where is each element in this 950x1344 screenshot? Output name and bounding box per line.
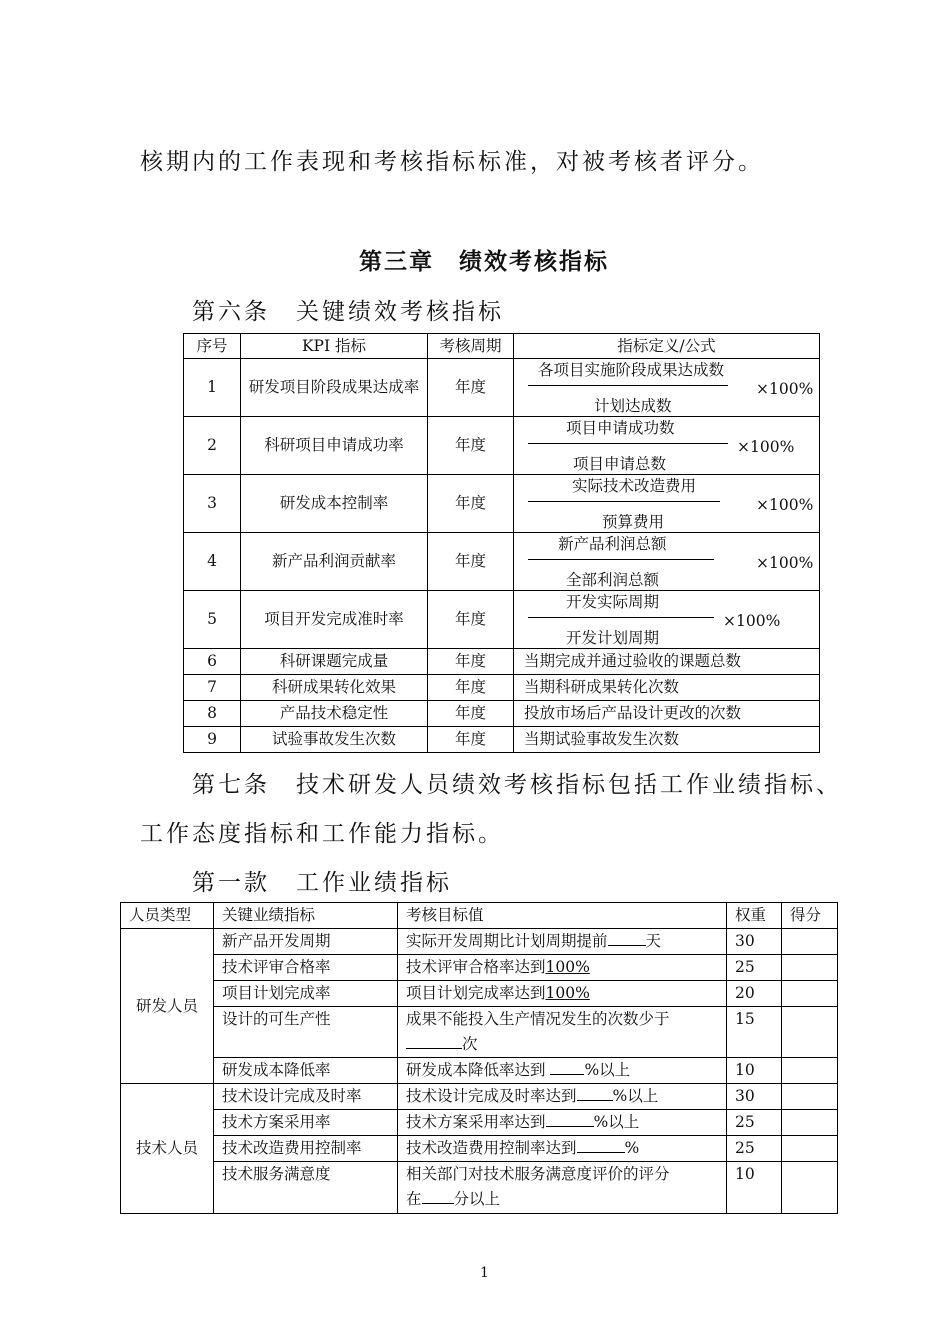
kpi-formula: [514, 417, 820, 475]
formula-denominator: 预算费用: [602, 512, 665, 531]
page-number: 1: [480, 1265, 489, 1281]
perf-score: [782, 1058, 838, 1084]
kpi-definition: 投放市场后产品设计更改的次数: [514, 701, 820, 727]
fraction-line: [528, 617, 714, 618]
perf-weight: 25: [727, 955, 782, 981]
fill-blank: [577, 1138, 625, 1153]
kpi-definition: 当期完成并通过验收的课题总数: [514, 649, 820, 675]
kpi-formula: [514, 475, 820, 533]
performance-table: [120, 902, 838, 1214]
perf-target: 项目计划完成率达到100%: [398, 981, 727, 1007]
perf-kpi: 技术服务满意度: [214, 1162, 398, 1214]
perf-weight: 20: [727, 981, 782, 1007]
kpi-name: 研发项目阶段成果达成率: [241, 359, 428, 417]
perf-kpi: 新产品开发周期: [214, 929, 398, 955]
kpi-no: 3: [184, 475, 241, 533]
kpi-formula: [514, 359, 820, 417]
perf-score: [782, 955, 838, 981]
kpi-no: 1: [184, 359, 241, 417]
formula-multiplier: ×100%: [756, 553, 814, 572]
kpi-name: 项目开发完成准时率: [241, 591, 428, 649]
perf-target: 技术评审合格率达到100%: [398, 955, 727, 981]
perf-kpi: 技术设计完成及时率: [214, 1084, 398, 1110]
formula-denominator: 计划达成数: [594, 396, 672, 415]
kpi-row-5: [184, 591, 820, 649]
perf-row: [121, 1162, 838, 1214]
perf-weight: 25: [727, 1136, 782, 1162]
fraction-line: [528, 559, 714, 560]
perf-weight: 15: [727, 1007, 782, 1058]
kpi-header-definition: 指标定义/公式: [514, 334, 820, 359]
perf-score: [782, 929, 838, 955]
kpi-period: 年度: [428, 359, 514, 417]
kpi-row-7: [184, 675, 820, 701]
formula-multiplier: ×100%: [737, 437, 795, 456]
perf-target: 研发成本降低率达到 %以上: [398, 1058, 727, 1084]
perf-score: [782, 981, 838, 1007]
kpi-name: 新产品利润贡献率: [241, 533, 428, 591]
formula-numerator: 项目申请成功数: [566, 418, 675, 437]
perf-target: 技术设计完成及时率达到 %以上: [398, 1084, 727, 1110]
kpi-period: 年度: [428, 475, 514, 533]
kpi-name: 试验事故发生次数: [241, 727, 428, 753]
kpi-no: 9: [184, 727, 241, 753]
perf-target: 技术方案采用率达到 %以上: [398, 1110, 727, 1136]
fill-blank: [546, 1112, 594, 1127]
kpi-row-6: [184, 649, 820, 675]
formula-numerator: 各项目实施阶段成果达成数: [538, 360, 725, 379]
perf-score: [782, 1110, 838, 1136]
kpi-row-9: [184, 727, 820, 753]
perf-weight: 25: [727, 1110, 782, 1136]
formula-numerator: 实际技术改造费用: [572, 476, 697, 495]
perf-score: [782, 1007, 838, 1058]
kpi-definition: 当期科研成果转化次数: [514, 675, 820, 701]
kpi-header-name: KPI 指标: [241, 334, 428, 359]
formula-denominator: 全部利润总额: [566, 570, 660, 589]
kpi-row-8: [184, 701, 820, 727]
kpi-no: 8: [184, 701, 241, 727]
group-tech-staff: 技术人员: [121, 1084, 214, 1214]
formula-denominator: 项目申请总数: [573, 454, 667, 473]
formula-numerator: 开发实际周期: [566, 592, 660, 611]
perf-score: [782, 1084, 838, 1110]
kpi-period: 年度: [428, 675, 514, 701]
kpi-no: 7: [184, 675, 241, 701]
perf-weight: 10: [727, 1162, 782, 1214]
perf-kpi: 技术方案采用率: [214, 1110, 398, 1136]
perf-kpi: 项目计划完成率: [214, 981, 398, 1007]
formula-denominator: 开发计划周期: [566, 628, 660, 647]
fill-blank: [422, 1189, 454, 1204]
article-6-heading: 第六条 关键绩效考核指标: [192, 299, 504, 325]
perf-kpi: 技术评审合格率: [214, 955, 398, 981]
kpi-name: 产品技术稳定性: [241, 701, 428, 727]
chapter-title: 第三章 绩效考核指标: [359, 249, 609, 275]
perf-target: 成果不能投入生产情况发生的次数少于 次: [398, 1007, 727, 1058]
kpi-name: 科研项目申请成功率: [241, 417, 428, 475]
perf-weight: 30: [727, 929, 782, 955]
formula-multiplier: ×100%: [756, 495, 814, 514]
perf-target: 相关部门对技术服务满意度评价的评分 在 分以上: [398, 1162, 727, 1214]
kpi-row-1: [184, 359, 820, 417]
perf-target: 实际开发周期比计划周期提前 天: [398, 929, 727, 955]
perf-row: [121, 1058, 838, 1084]
formula-multiplier: ×100%: [756, 379, 814, 398]
kpi-header-no: 序号: [184, 334, 241, 359]
perf-header-row: [121, 903, 838, 929]
kpi-name: 科研成果转化效果: [241, 675, 428, 701]
kpi-header-row: [184, 334, 820, 359]
fill-blank: [550, 1060, 584, 1075]
kpi-formula: [514, 533, 820, 591]
kpi-period: 年度: [428, 591, 514, 649]
perf-weight: 30: [727, 1084, 782, 1110]
kpi-period: 年度: [428, 727, 514, 753]
fraction-line: [528, 501, 720, 502]
perf-row: [121, 929, 838, 955]
fill-blank: [406, 1034, 462, 1049]
kpi-name: 研发成本控制率: [241, 475, 428, 533]
kpi-period: 年度: [428, 417, 514, 475]
kpi-period: 年度: [428, 701, 514, 727]
group-rd-staff: 研发人员: [121, 929, 214, 1084]
perf-target: 技术改造费用控制率达到 %: [398, 1136, 727, 1162]
perf-kpi: 技术改造费用控制率: [214, 1136, 398, 1162]
perf-row: [121, 1136, 838, 1162]
perf-row: [121, 981, 838, 1007]
kpi-definition: 当期试验事故发生次数: [514, 727, 820, 753]
perf-kpi: 设计的可生产性: [214, 1007, 398, 1058]
kpi-table: [183, 333, 820, 753]
perf-header-type: 人员类型: [121, 903, 214, 929]
kpi-period: 年度: [428, 533, 514, 591]
perf-row: [121, 955, 838, 981]
perf-header-weight: 权重: [727, 903, 782, 929]
formula-numerator: 新产品利润总额: [558, 534, 667, 553]
perf-row: [121, 1110, 838, 1136]
kpi-no: 2: [184, 417, 241, 475]
article-7-line-2: 工作态度指标和工作能力指标。: [140, 821, 504, 847]
section-1-heading: 第一款 工作业绩指标: [192, 870, 452, 896]
formula-multiplier: ×100%: [723, 611, 781, 630]
kpi-name: 科研课题完成量: [241, 649, 428, 675]
perf-header-target: 考核目标值: [398, 903, 727, 929]
fraction-line: [528, 385, 728, 386]
fill-blank: [577, 1086, 613, 1101]
kpi-no: 5: [184, 591, 241, 649]
kpi-no: 6: [184, 649, 241, 675]
kpi-row-3: [184, 475, 820, 533]
kpi-period: 年度: [428, 649, 514, 675]
perf-score: [782, 1136, 838, 1162]
perf-score: [782, 1162, 838, 1214]
perf-header-score: 得分: [782, 903, 838, 929]
kpi-formula: [514, 591, 820, 649]
fill-blank: [608, 931, 646, 946]
perf-row: [121, 1084, 838, 1110]
article-7-line-1: 第七条 技术研发人员绩效考核指标包括工作业绩指标、: [192, 772, 842, 798]
kpi-row-4: [184, 533, 820, 591]
perf-weight: 10: [727, 1058, 782, 1084]
perf-header-kpi: 关键业绩指标: [214, 903, 398, 929]
kpi-row-2: [184, 417, 820, 475]
perf-row: [121, 1007, 838, 1058]
perf-kpi: 研发成本降低率: [214, 1058, 398, 1084]
kpi-header-period: 考核周期: [428, 334, 514, 359]
kpi-no: 4: [184, 533, 241, 591]
fraction-line: [528, 443, 728, 444]
intro-line: 核期内的工作表现和考核指标标准，对被考核者评分。: [140, 149, 764, 175]
